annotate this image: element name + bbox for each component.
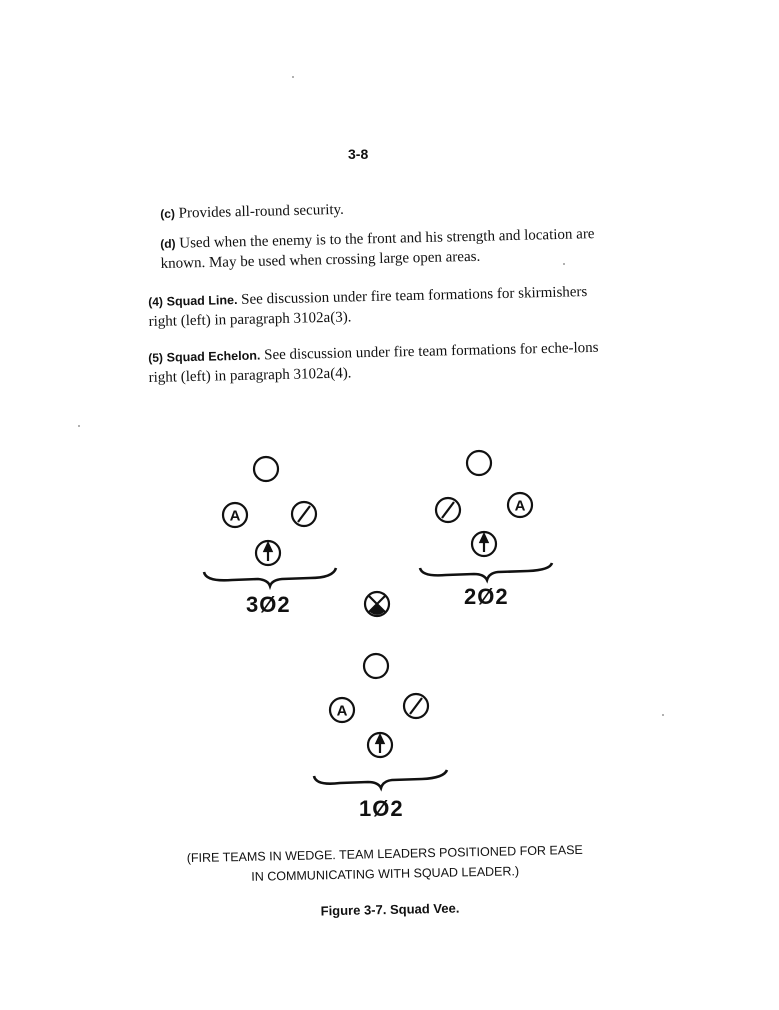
grenadier-icon — [404, 694, 428, 718]
fire-team-2 — [420, 451, 552, 580]
team-brace — [420, 563, 552, 580]
team-2-label: 2Ø2 — [464, 584, 509, 609]
paragraph-c-text: Provides all-round security. — [178, 201, 345, 222]
figure-caption: Figure 3-7. Squad Vee. — [320, 900, 460, 919]
squad-echelon-text: See discussion under fire team formations for eche-lons right (left) in paragraph 3102a(4). — [148, 339, 599, 386]
team-3-label: 3Ø2 — [246, 592, 291, 617]
scan-speck — [78, 425, 80, 427]
squad-leader-icon — [365, 592, 389, 616]
page-number: 3-8 — [348, 146, 369, 162]
fire-team-1 — [314, 654, 447, 788]
rifleman-icon — [364, 654, 388, 678]
svg-text:A: A — [514, 497, 526, 515]
automatic-rifleman-icon — [223, 503, 247, 527]
figure-note: (FIRE TEAMS IN WEDGE. TEAM LEADERS POSITIONED FOR EASE IN COMMUNICATING WITH SQUAD LEADER.) — [186, 842, 583, 884]
automatic-rifleman-icon — [508, 493, 532, 517]
scan-speck — [563, 263, 565, 265]
team-brace — [314, 770, 447, 788]
team-brace — [204, 568, 336, 586]
paragraph-c-label: (c) — [160, 206, 176, 221]
team-leader-icon — [256, 541, 280, 565]
rifleman-icon — [467, 451, 491, 475]
fire-team-3 — [204, 457, 336, 586]
paragraph-d-label: (d) — [160, 236, 176, 251]
paragraph-4-label: (4) — [148, 294, 164, 309]
squad-line-heading: Squad Line. — [166, 292, 238, 309]
scan-speck — [662, 714, 664, 716]
squad-echelon-heading: Squad Echelon. — [166, 348, 261, 365]
svg-text:A: A — [336, 702, 348, 720]
squad-line-text: See discussion under fire team formations for skirmishers right (left) in paragraph 3102a(3). — [148, 284, 588, 330]
team-leader-icon — [368, 733, 392, 757]
paragraph-5-label: (5) — [148, 350, 164, 365]
grenadier-icon — [292, 502, 316, 526]
svg-text:A: A — [229, 507, 241, 525]
automatic-rifleman-icon — [330, 698, 354, 722]
scan-speck — [292, 76, 294, 78]
team-leader-icon — [472, 532, 496, 556]
grenadier-icon — [436, 498, 460, 522]
team-1-label: 1Ø2 — [359, 796, 404, 821]
rifleman-icon — [254, 457, 278, 481]
paragraph-d-text: Used when the enemy is to the front and his strength and location are known. May be used when crossing large open areas. — [160, 226, 595, 272]
